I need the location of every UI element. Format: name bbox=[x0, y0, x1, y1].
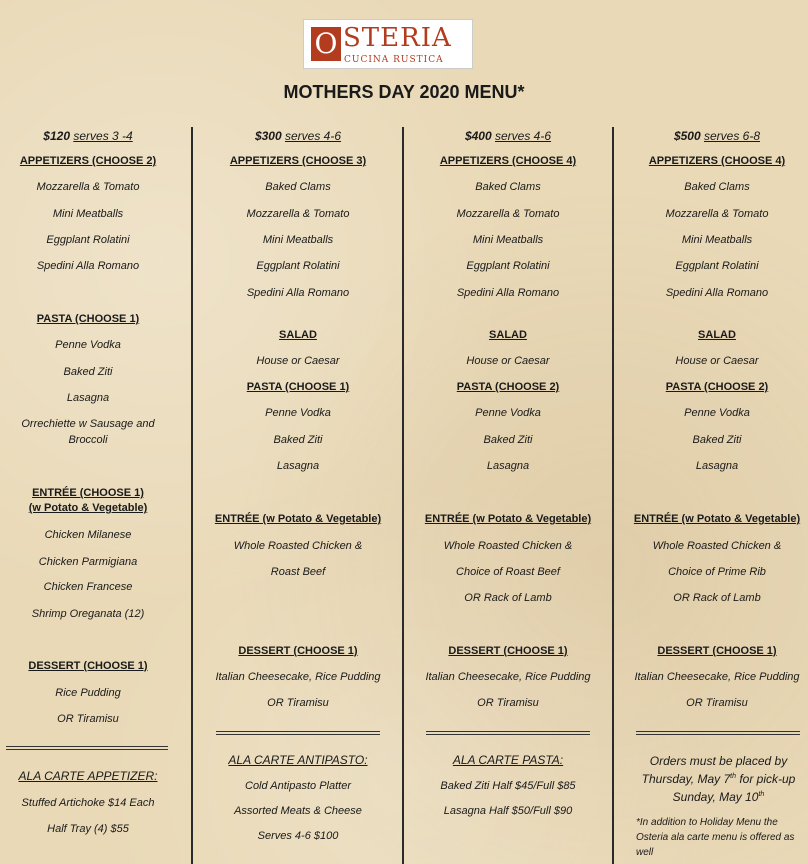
menu-item: Mozzarella & Tomato bbox=[246, 208, 350, 220]
menu-item: Choice of Prime Rib bbox=[668, 566, 766, 578]
menu-item: Chicken Parmigiana bbox=[38, 556, 138, 568]
package-price-line bbox=[204, 129, 392, 143]
menu-item: Rice Pudding bbox=[55, 687, 121, 699]
menu-item: Eggplant Rolatini bbox=[466, 260, 550, 272]
menu-item: Baked Clams bbox=[684, 181, 750, 193]
menu-item: Broccoli bbox=[68, 434, 108, 446]
section-heading: DESSERT (CHOOSE 1) bbox=[448, 645, 568, 657]
menu-item: Mini Meatballs bbox=[681, 234, 753, 246]
menu-item: OR Tiramisu bbox=[686, 697, 748, 709]
order-line: Sunday, May 10th bbox=[672, 790, 765, 804]
section-heading: APPETIZERS (CHOOSE 3) bbox=[229, 155, 367, 167]
section-heading: APPETIZERS (CHOOSE 4) bbox=[439, 155, 577, 167]
package-price: $400 bbox=[464, 129, 492, 143]
menu-item: Italian Cheesecake, Rice Pudding bbox=[215, 671, 381, 683]
section-heading: PASTA (CHOOSE 1) bbox=[246, 381, 350, 393]
section-heading: DESSERT (CHOOSE 1) bbox=[28, 660, 148, 672]
column-divider bbox=[402, 127, 404, 864]
section-separator bbox=[636, 731, 800, 735]
order-notes bbox=[636, 753, 801, 860]
menu-item: House or Caesar bbox=[256, 355, 340, 367]
package-serves: serves 4-6 bbox=[495, 129, 552, 143]
menu-item: Roast Beef bbox=[270, 566, 326, 578]
section-heading: APPETIZERS (CHOOSE 4) bbox=[648, 155, 786, 167]
menu-item: House or Caesar bbox=[675, 355, 759, 367]
menu-item: Mini Meatballs bbox=[472, 234, 544, 246]
order-line: Orders must be placed by bbox=[649, 754, 788, 768]
section-heading: ENTRÉE (w Potato & Vegetable) bbox=[424, 513, 592, 525]
menu-item: Eggplant Rolatini bbox=[256, 260, 340, 272]
menu-item: Mozzarella & Tomato bbox=[36, 181, 140, 193]
section-heading: APPETIZERS (CHOOSE 2) bbox=[19, 155, 157, 167]
menu-item: Spedini Alla Romano bbox=[456, 287, 560, 299]
section-heading: ENTRÉE (CHOOSE 1) bbox=[32, 487, 144, 499]
menu-item: OR Tiramisu bbox=[57, 713, 119, 725]
menu-item: Baked Ziti bbox=[63, 366, 113, 378]
menu-item: Penne Vodka bbox=[265, 407, 331, 419]
section-separator bbox=[6, 746, 168, 750]
logo-name: STERIA bbox=[343, 23, 452, 53]
menu-item: Orrechiette w Sausage and bbox=[21, 418, 155, 430]
menu-item: Penne Vodka bbox=[475, 407, 541, 419]
section-heading: PASTA (CHOOSE 2) bbox=[456, 381, 560, 393]
section-heading: SALAD bbox=[279, 329, 317, 341]
menu-item: Baked Ziti bbox=[273, 434, 323, 446]
menu-item: Spedini Alla Romano bbox=[36, 260, 140, 272]
alacarte-heading: ALA CARTE ANTIPASTO: bbox=[228, 753, 368, 767]
section-heading: PASTA (CHOOSE 1) bbox=[36, 313, 140, 325]
alacarte-item: Baked Ziti Half $45/Full $85 bbox=[440, 780, 576, 792]
menu-item: Italian Cheesecake, Rice Pudding bbox=[634, 671, 800, 683]
menu-item: OR Rack of Lamb bbox=[464, 592, 552, 604]
menu-item: Whole Roasted Chicken & bbox=[233, 540, 363, 552]
package-serves: serves 3 -4 bbox=[73, 129, 133, 143]
alacarte-item: Half Tray (4) $55 bbox=[47, 823, 129, 835]
restaurant-logo bbox=[303, 19, 473, 69]
menu-item: Lasagna bbox=[486, 460, 530, 472]
menu-item: Baked Clams bbox=[265, 181, 331, 193]
menu-item: Mini Meatballs bbox=[262, 234, 334, 246]
menu-item: Lasagna bbox=[66, 392, 110, 404]
menu-item: Whole Roasted Chicken & bbox=[652, 540, 782, 552]
package-price: $300 bbox=[254, 129, 282, 143]
menu-item: Mozzarella & Tomato bbox=[456, 208, 560, 220]
menu-item: Chicken Francese bbox=[43, 581, 133, 593]
menu-item: OR Rack of Lamb bbox=[673, 592, 761, 604]
menu-item: Baked Ziti bbox=[692, 434, 742, 446]
section-separator bbox=[426, 731, 590, 735]
order-deadline bbox=[636, 753, 801, 805]
menu-item: OR Tiramisu bbox=[477, 697, 539, 709]
additional-note: *In addition to Holiday Menu the Osteria ala carte menu is offered as well bbox=[636, 817, 795, 858]
menu-item: Eggplant Rolatini bbox=[46, 234, 130, 246]
order-line: Thursday, May 7th for pick-up bbox=[641, 772, 796, 786]
column-divider bbox=[612, 127, 614, 864]
alacarte-item: Serves 4-6 $100 bbox=[257, 830, 339, 842]
package-serves: serves 4-6 bbox=[285, 129, 342, 143]
package-price-line bbox=[0, 129, 176, 143]
menu-item: Spedini Alla Romano bbox=[246, 287, 350, 299]
menu-item: Penne Vodka bbox=[684, 407, 750, 419]
menu-item: Baked Clams bbox=[475, 181, 541, 193]
menu-item: Lasagna bbox=[276, 460, 320, 472]
menu-item: Whole Roasted Chicken & bbox=[443, 540, 573, 552]
menu-item: Lasagna bbox=[695, 460, 739, 472]
package-price: $120 bbox=[43, 129, 70, 143]
alacarte-heading: ALA CARTE APPETIZER: bbox=[18, 769, 158, 783]
alacarte-item: Cold Antipasto Platter bbox=[245, 780, 351, 792]
alacarte-item: Lasagna Half $50/Full $90 bbox=[443, 805, 573, 817]
section-heading: ENTRÉE (w Potato & Vegetable) bbox=[214, 513, 382, 525]
menu-item: Penne Vodka bbox=[55, 339, 121, 351]
menu-title: MOTHERS DAY 2020 MENU* bbox=[283, 82, 525, 102]
menu-item: Baked Ziti bbox=[483, 434, 533, 446]
logo-initial: O bbox=[311, 27, 341, 61]
column-divider bbox=[191, 127, 193, 864]
section-separator bbox=[216, 731, 380, 735]
section-subheading: (w Potato & Vegetable) bbox=[28, 502, 148, 514]
logo-subtitle: CUCINA RUSTICA bbox=[344, 55, 444, 65]
section-heading: SALAD bbox=[698, 329, 736, 341]
alacarte-item: Stuffed Artichoke $14 Each bbox=[21, 797, 155, 809]
package-price-line bbox=[414, 129, 602, 143]
menu-item: Eggplant Rolatini bbox=[675, 260, 759, 272]
menu-item: Shrimp Oreganata (12) bbox=[31, 608, 145, 620]
menu-item: Spedini Alla Romano bbox=[665, 287, 769, 299]
menu-item: Choice of Roast Beef bbox=[456, 566, 560, 578]
package-serves: serves 6-8 bbox=[704, 129, 761, 143]
section-heading: DESSERT (CHOOSE 1) bbox=[657, 645, 777, 657]
section-heading: ENTRÉE (w Potato & Vegetable) bbox=[633, 513, 801, 525]
menu-item: Chicken Milanese bbox=[44, 529, 132, 541]
section-heading: SALAD bbox=[489, 329, 527, 341]
package-price-line bbox=[624, 129, 808, 143]
menu-item: House or Caesar bbox=[466, 355, 550, 367]
section-heading: PASTA (CHOOSE 2) bbox=[665, 381, 769, 393]
menu-item: Mini Meatballs bbox=[52, 208, 124, 220]
alacarte-heading: ALA CARTE PASTA: bbox=[452, 753, 564, 767]
package-price: $500 bbox=[673, 129, 701, 143]
section-heading: DESSERT (CHOOSE 1) bbox=[238, 645, 358, 657]
menu-item: Italian Cheesecake, Rice Pudding bbox=[425, 671, 591, 683]
menu-item: OR Tiramisu bbox=[267, 697, 329, 709]
menu-item: Mozzarella & Tomato bbox=[665, 208, 769, 220]
alacarte-item: Assorted Meats & Cheese bbox=[234, 805, 362, 817]
